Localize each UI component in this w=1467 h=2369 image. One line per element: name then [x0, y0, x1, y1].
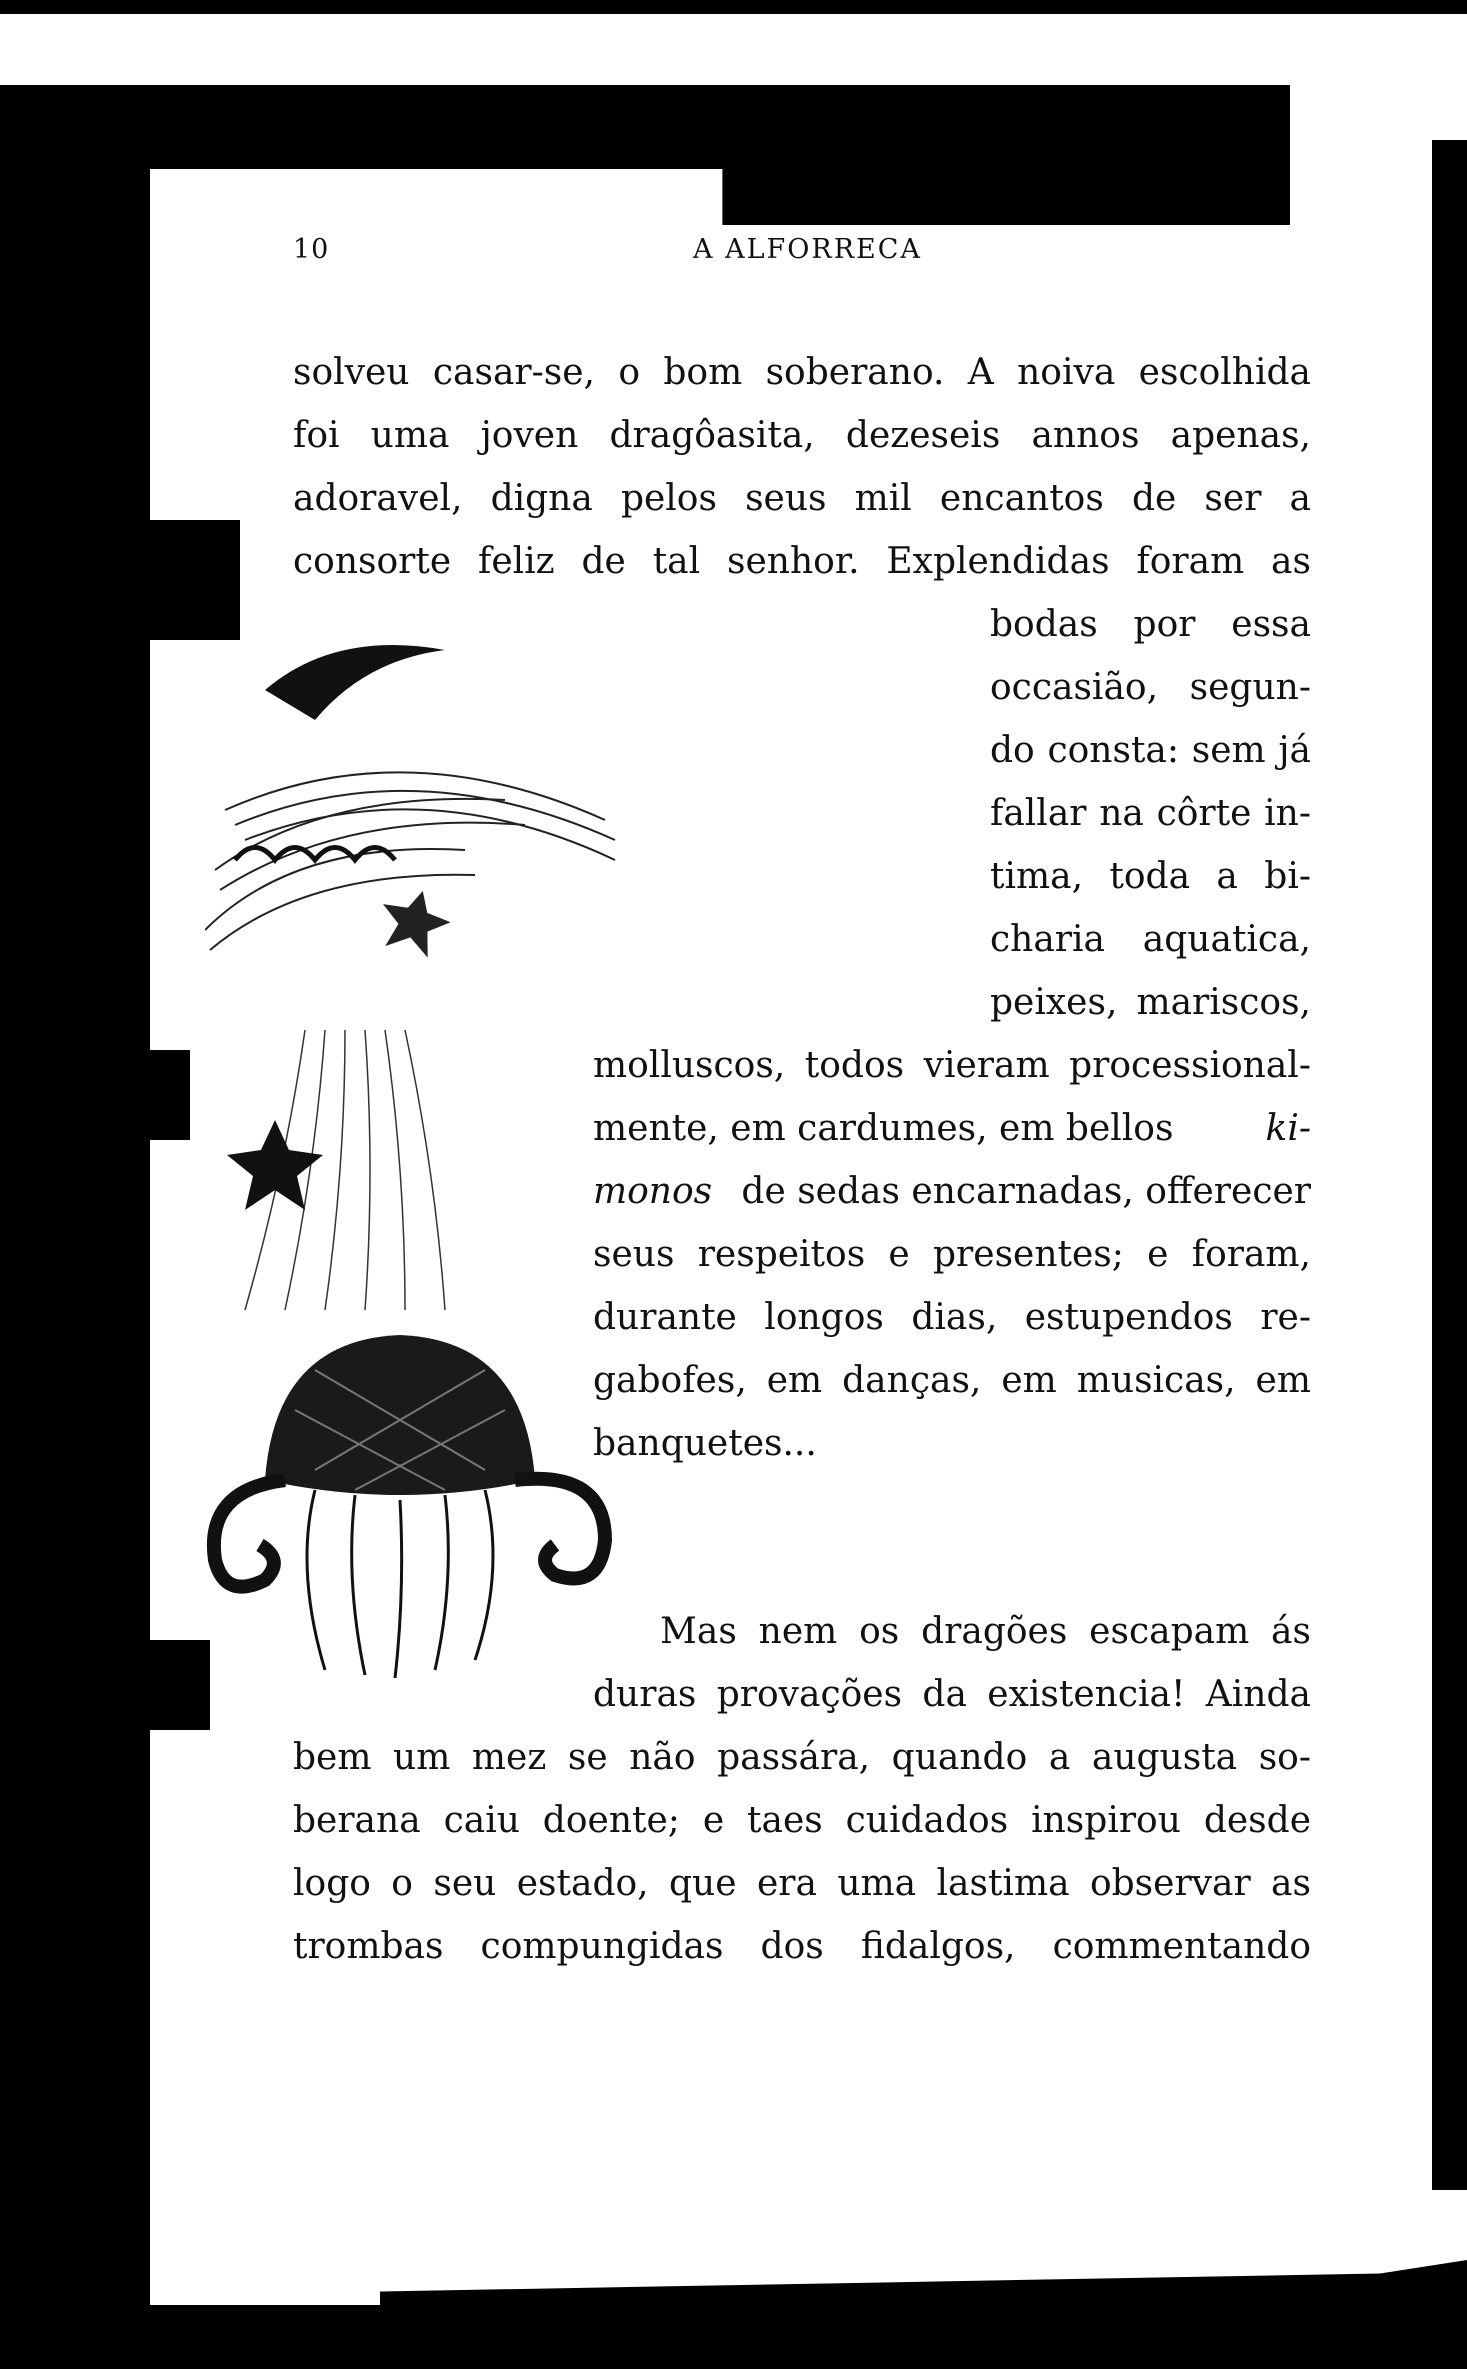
scan-border-bottom-band [380, 2260, 1467, 2305]
text-line: logo o seu estado, que era uma lastima observar as [293, 1863, 1311, 1904]
jellyfish-wave-starfish-illustration [205, 610, 625, 1680]
text-line: adoravel, digna pelos seus mil encantos de ser a [293, 478, 1311, 519]
scan-border-top [0, 0, 1467, 14]
text-line-mixed [593, 1108, 1311, 1149]
scan-border-left [0, 85, 150, 2305]
text-line: durante longos dias, estupendos re- [593, 1297, 1311, 1338]
text-line: tima, toda a bi- [990, 856, 1311, 897]
text-line: molluscos, todos vieram processional- [593, 1045, 1311, 1086]
crescent-shape [265, 645, 445, 720]
jellyfish-arm-left [214, 1480, 285, 1587]
page-number: 10 [293, 234, 330, 265]
jellyfish-tentacles [307, 1490, 493, 1678]
text-fragment: de sedas encarnadas, offerecer [741, 1171, 1311, 1212]
text-line: fallar na côrte in- [990, 793, 1311, 834]
italic-fragment: ki- [1265, 1108, 1311, 1149]
text-line: do consta: sem já [990, 730, 1311, 771]
scan-border-notch [150, 1050, 190, 1140]
starfish-icon [373, 882, 457, 961]
text-line: bodas por essa [990, 604, 1311, 645]
scan-border-bottom [0, 2305, 1467, 2369]
text-fragment: mente, em cardumes, em bellos [593, 1108, 1174, 1149]
page-header [293, 234, 1311, 274]
text-line: gabofes, em danças, em musicas, em [593, 1360, 1311, 1401]
scan-border-right [1432, 140, 1467, 2190]
text-line: seus respeitos e presentes; e foram, [593, 1234, 1311, 1275]
text-line: bem um mez se não passára, quando a augusta so- [293, 1737, 1311, 1778]
jellyfish-arm-right [515, 1479, 605, 1579]
text-line: foi uma joven dragôasita, dezeseis annos apenas, [293, 415, 1311, 456]
text-line: Mas nem os dragões escapam ás [660, 1611, 1311, 1652]
text-line: banquetes... [593, 1423, 817, 1464]
text-line-mixed [593, 1171, 1311, 1212]
text-line: trombas compungidas dos fidalgos, commentando [293, 1926, 1311, 1967]
scan-border-notch [150, 1640, 210, 1730]
text-line: consorte feliz de tal senhor. Explendidas foram as [293, 541, 1311, 582]
starfish-icon [227, 1120, 323, 1210]
text-line: berana caiu doente; e taes cuidados inspirou desde [293, 1800, 1311, 1841]
text-line: charia aquatica, [990, 919, 1311, 960]
scan-border-top-band [0, 85, 1290, 225]
text-line: peixes, mariscos, [990, 982, 1311, 1023]
text-line: duras provações da existencia! Ainda [593, 1674, 1311, 1715]
italic-fragment: monos [593, 1171, 713, 1212]
text-line: solveu casar-se, o bom soberano. A noiva escolhida [293, 352, 1311, 393]
running-head: A ALFORRECA [693, 234, 922, 265]
text-line: occasião, segun- [990, 667, 1311, 708]
